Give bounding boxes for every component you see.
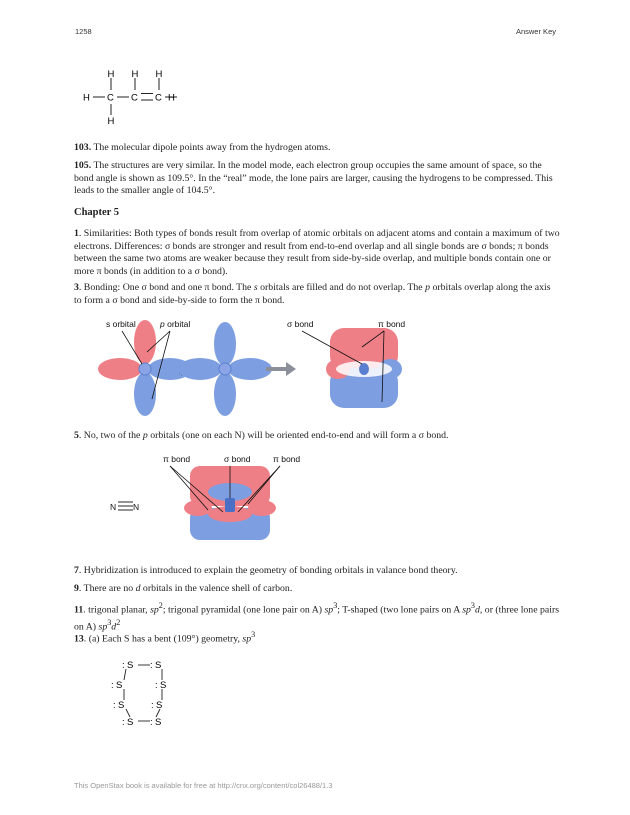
superscript: 3	[470, 601, 475, 610]
italic-s: s	[253, 282, 258, 293]
hybrid-sp3d: sp	[462, 604, 471, 616]
answer-number: 11	[74, 604, 84, 616]
chapter-heading: Chapter 5	[74, 207, 120, 218]
h-atom-top-3: H	[155, 69, 163, 80]
n2-bonding-figure	[108, 452, 308, 542]
answer-13	[74, 629, 560, 646]
answer-105	[74, 160, 560, 198]
answer-text: The molecular dipole points away from the hydrogen atoms.	[93, 142, 331, 153]
hybrid-sp3d2: sp	[98, 621, 108, 633]
answer-9	[74, 583, 560, 596]
pi-bond-label: π bond	[378, 319, 406, 329]
answer-text: . There are no	[78, 583, 136, 594]
c-atom-3: C	[155, 92, 162, 104]
bonded-orbitals	[326, 328, 402, 408]
superscript: 2	[158, 601, 163, 610]
n-atom-right: N	[133, 502, 140, 512]
answer-text: . trigonal planar,	[83, 604, 151, 616]
section-title: Answer Key	[515, 27, 556, 36]
sulfur-atom: S	[116, 680, 123, 691]
answer-text: , or (three lone pairs on A)	[74, 604, 560, 633]
sigma-bond-label: σ bond	[224, 454, 251, 464]
lone-pair-dots: :	[151, 700, 154, 711]
s-orbital-label: s orbital	[106, 319, 136, 329]
hybrid-sp3: sp	[242, 633, 252, 645]
page-number: 1258	[75, 27, 92, 36]
answer-text: orbitals overlap along the axis to form a σ bond and side-by-side to form the π bond.	[74, 282, 551, 306]
lone-pair-dots: :	[155, 680, 158, 691]
page-footer: This OpenStax book is available for free at http://cnx.org/content/col26488/1.3	[74, 781, 333, 790]
pi-bond-label-right: π bond	[273, 454, 301, 464]
answer-text: orbitals (one on each N) will be oriented end-to-end and will form a σ bond.	[147, 430, 449, 441]
lone-pair-dots: :	[113, 700, 116, 711]
answer-number: 5	[74, 430, 79, 441]
c-atom-1: C	[107, 92, 114, 104]
sulfur-atom: S	[127, 660, 134, 671]
answer-text: ; T-shaped (two lone pairs on A	[337, 604, 463, 616]
superscript: 3	[333, 601, 338, 610]
answer-number: 3	[74, 282, 79, 293]
italic-d: d	[135, 583, 141, 594]
p-orbital-label	[159, 319, 190, 329]
p-orbital-word: orbital	[164, 319, 191, 329]
answer-text: . (a) Each S has a bent (109°) geometry,	[83, 633, 243, 645]
answer-number: 13	[74, 633, 84, 645]
p-orbital-atom-right	[178, 322, 272, 416]
italic-p: p	[142, 430, 148, 441]
c-atom-2: C	[131, 92, 138, 104]
h-atom-right: H	[168, 92, 175, 104]
sulfur-atom: S	[155, 660, 162, 671]
answer-text: . No, two of the	[78, 430, 143, 441]
sulfur-atom: S	[127, 717, 134, 728]
s8-ring-diagram	[110, 655, 180, 735]
pi-bond-label-left: π bond	[163, 454, 191, 464]
answer-103	[74, 142, 560, 155]
lone-pair-dots: :	[122, 717, 125, 728]
lone-pair-dots: :	[122, 660, 125, 671]
answer-number: 103.	[74, 142, 92, 153]
answer-5	[74, 430, 560, 443]
answer-text: ; trigonal pyramidal (one lone pair on A)	[162, 604, 325, 616]
n-atom-left: N	[110, 502, 117, 512]
answer-3	[74, 282, 560, 307]
answer-7	[74, 565, 560, 578]
sulfur-atom: S	[160, 680, 167, 691]
answer-text: The structures are very similar. In the model mode, each electron group occupies the same amount of space, so the bond angle is shown as 109.5°. In the “real” mode, the lone pairs are larger, causing the hydrogens to be compressed. This leads to the smaller angle of 104.5°.	[74, 160, 553, 197]
answer-text: . Bonding: One σ bond and one π bond. The	[78, 282, 254, 293]
hybrid-d: d	[474, 604, 480, 616]
answer-text: orbitals are filled and do not overlap. The	[257, 282, 426, 293]
sulfur-atom: S	[118, 700, 125, 711]
lone-pair-dots: :	[111, 680, 114, 691]
answer-text: . Hybridization is introduced to explain the geometry of bonding orbitals in valance bond theory.	[78, 565, 458, 576]
hybrid-sp3: sp	[324, 604, 334, 616]
answer-1	[74, 228, 560, 278]
lone-pair-dots: :	[150, 660, 153, 671]
hybrid-sp2: sp	[150, 604, 159, 616]
h-atom-top-1: H	[107, 69, 115, 80]
sulfur-atom: S	[156, 700, 163, 711]
answer-text: orbitals in the valence shell of carbon.	[140, 583, 293, 594]
answer-number: 7	[74, 565, 79, 576]
answer-number: 105.	[74, 160, 92, 171]
p-orbital-letter: p	[160, 319, 165, 329]
superscript: 2	[116, 617, 121, 627]
structural-formula-diagram	[80, 66, 190, 126]
answer-text: . Similarities: Both types of bonds result from overlap of atomic orbitals on adjacent atoms and contain a maximum of two electrons. Differences: σ bonds are stronger and result from end-to-end overlap and all single bonds are σ bonds; π bonds between the same two atoms are weaker because they result from side-by-side overlap, and multiple bonds contain one or more π bonds (in addition to a σ bond).	[74, 228, 560, 277]
lone-pair-dots: :	[150, 717, 153, 728]
p-orbital-atom-left	[98, 320, 192, 416]
sulfur-atom: S	[155, 717, 162, 728]
answer-number: 1	[74, 228, 79, 239]
h-atom-bottom: H	[107, 116, 115, 127]
arrow-icon	[266, 362, 296, 376]
sigma-bond-label: σ bond	[287, 319, 314, 329]
orbital-overlap-figure	[100, 314, 430, 414]
h-atom-top-2: H	[131, 69, 139, 80]
h-atom-left: H	[83, 92, 90, 104]
superscript: 3	[251, 630, 256, 639]
answer-number: 9	[74, 583, 79, 594]
hybrid-d: d	[111, 621, 117, 633]
italic-p: p	[425, 282, 430, 293]
superscript: 3	[107, 617, 112, 627]
